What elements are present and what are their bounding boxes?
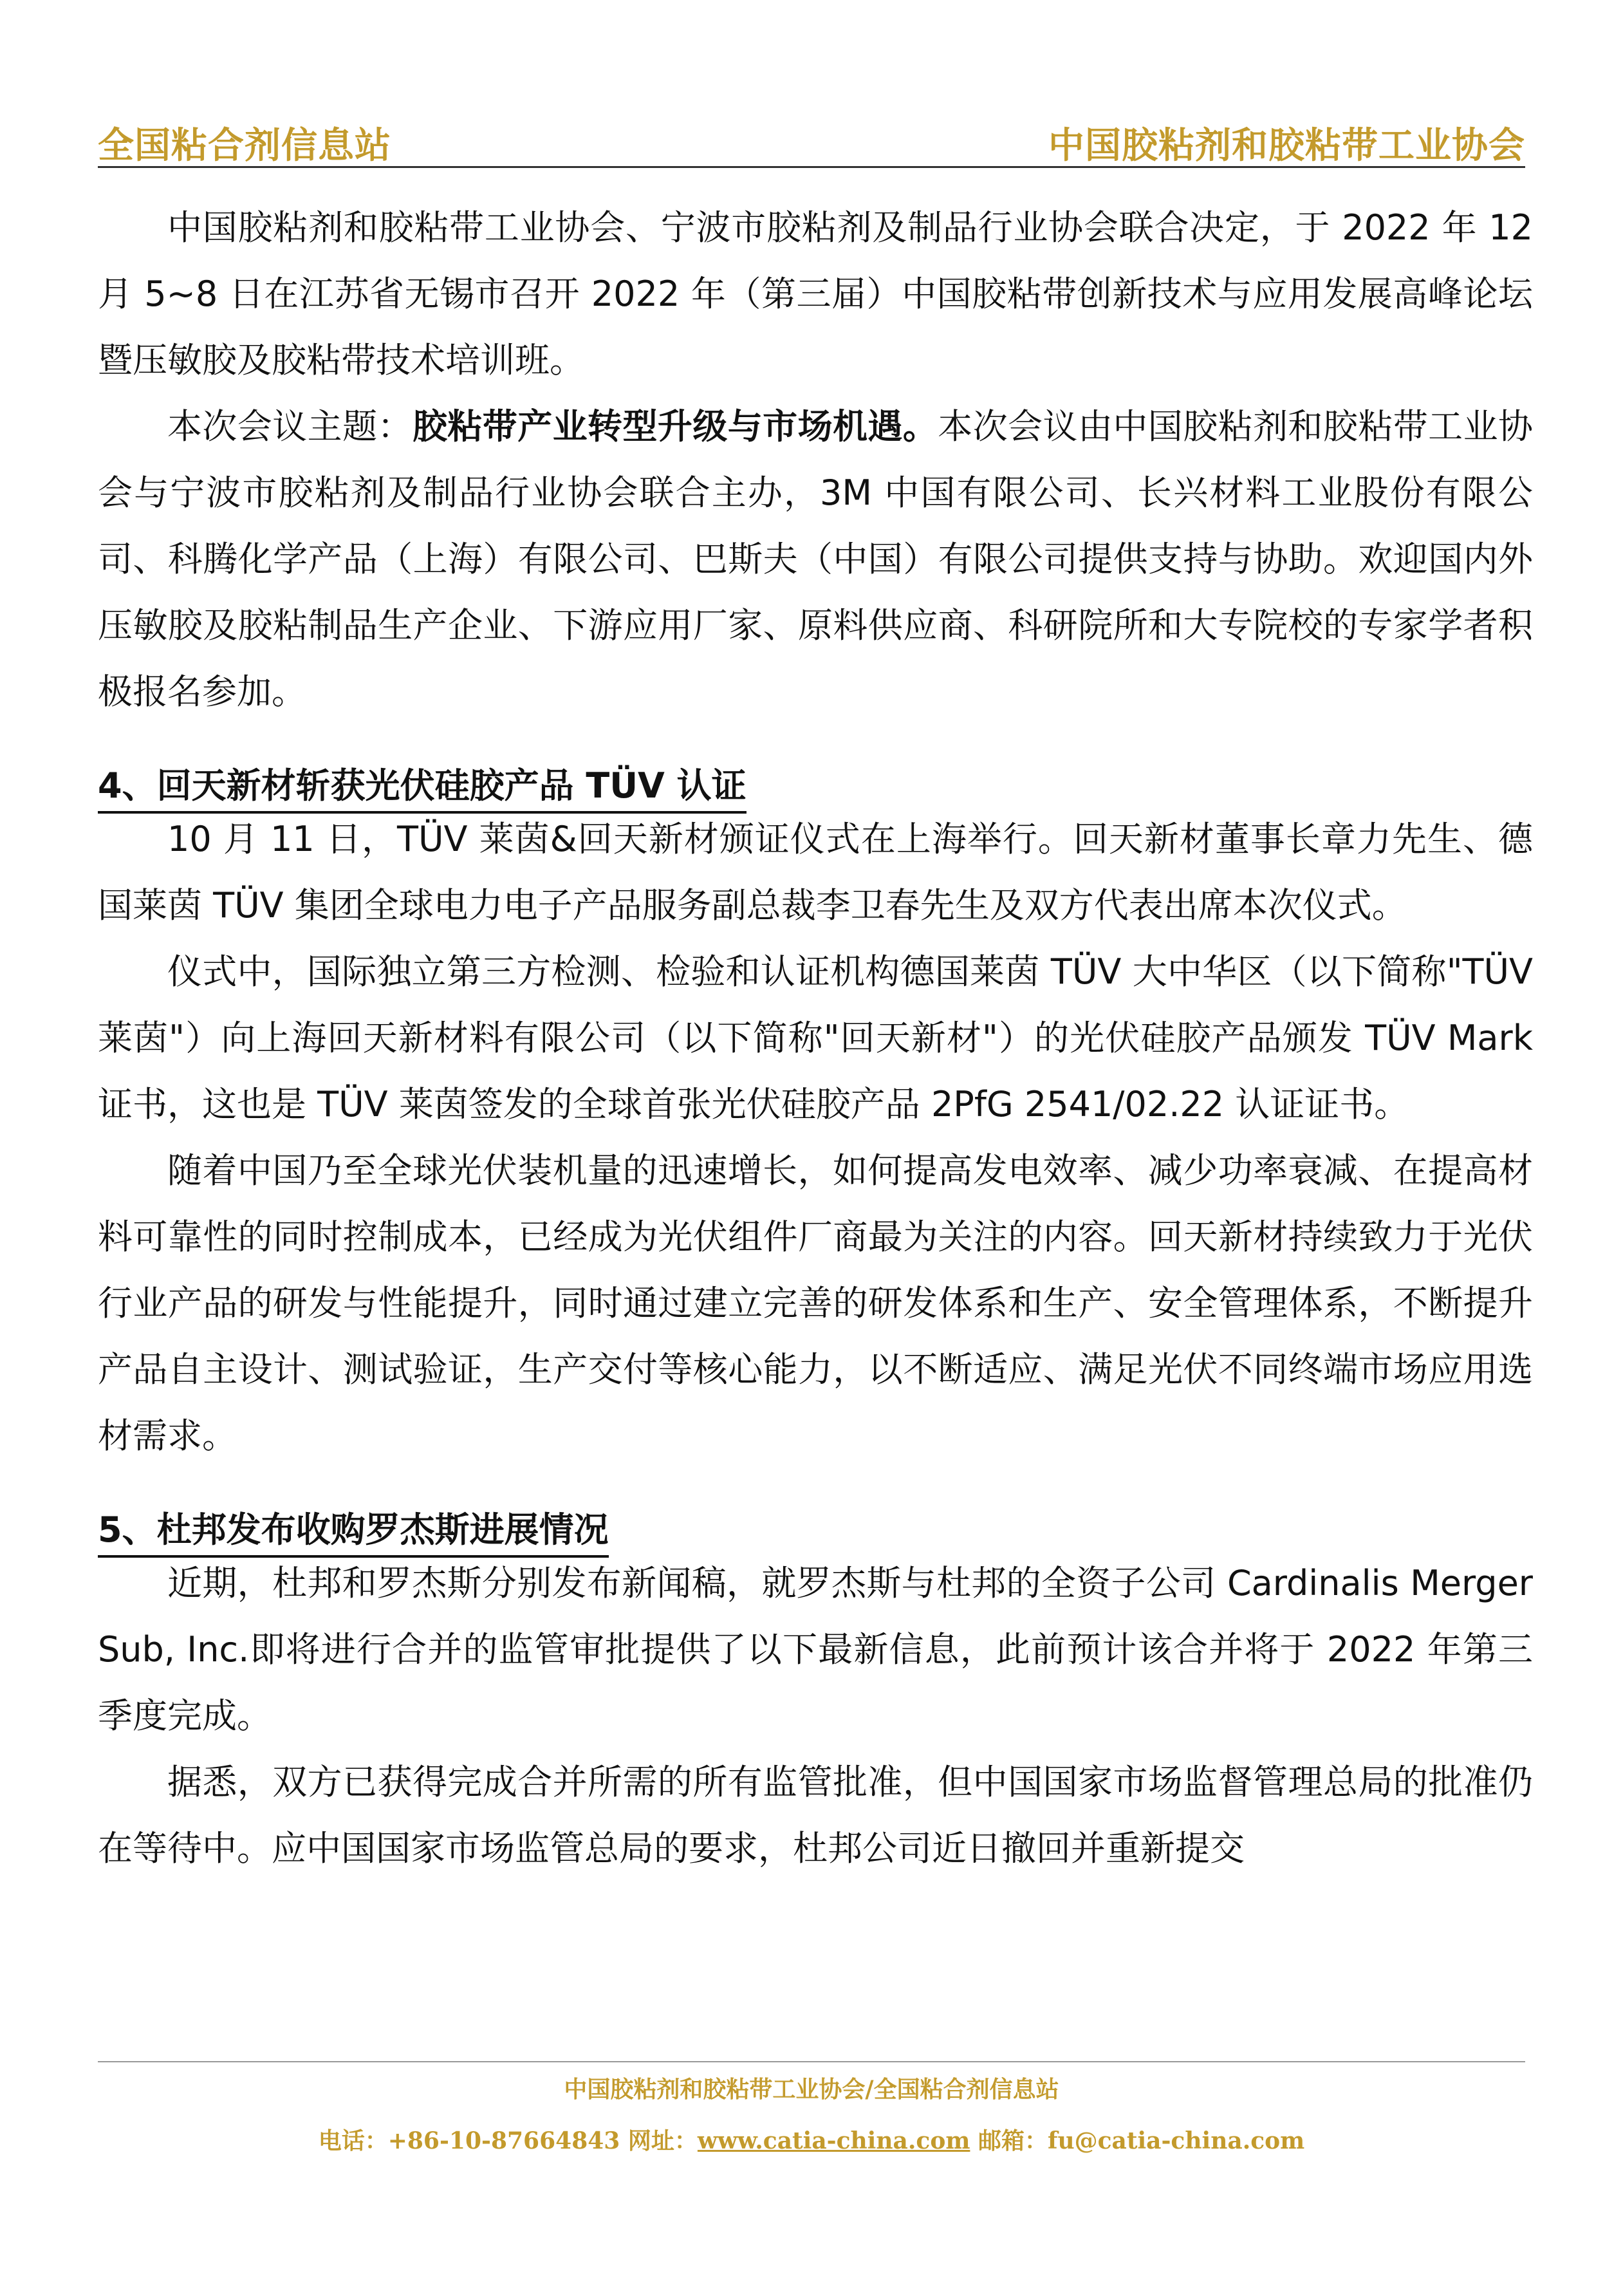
section-4-heading: 4、回天新材斩获光伏硅胶产品 TÜV 认证 xyxy=(98,749,747,814)
section-5-heading-wrap xyxy=(98,1478,1533,1550)
footer-phone: 电话：+86-10-87664843 网址： xyxy=(318,2127,698,2154)
theme-details: 本次会议由中国胶粘剂和胶粘带工业协会与宁波市胶粘剂及制品行业协会联合主办，3M 中国有限公司、长兴材料工业股份有限公司、科腾化学产品（上海）有限公司、巴斯夫（中国）有限公司提供支持与协助。欢迎国内外压敏胶及胶粘制品生产企业、下游应用厂家、原料供应商、科研院所和大专院校的专家学者积极报名参加。 xyxy=(98,406,1534,712)
footer-contact xyxy=(0,2123,1623,2156)
document-body xyxy=(98,194,1533,1881)
footer-divider xyxy=(98,2061,1525,2062)
footer-email: 邮箱：fu@catia-china.com xyxy=(970,2127,1305,2154)
page-header xyxy=(98,115,1525,168)
theme-prefix: 本次会议主题： xyxy=(167,406,413,447)
intro-paragraph: 中国胶粘剂和胶粘带工业协会、宁波市胶粘剂及制品行业协会联合决定，于 2022 年 12 月 5~8 日在江苏省无锡市召开 2022 年（第三届）中国胶粘带创新技术与应用发展高峰论坛暨压敏胶及胶粘带技术培训班。 xyxy=(98,207,1533,380)
section-5-paragraph-2: 据悉，双方已获得完成合并所需的所有监管批准，但中国国家市场监督管理总局的批准仍在等待中。应中国国家市场监管总局的要求，杜邦公司近日撤回并重新提交 xyxy=(98,1762,1533,1869)
section-4-paragraph-2: 仪式中，国际独立第三方检测、检验和认证机构德国莱茵 TÜV 大中华区（以下简称"TÜV 莱茵"）向上海回天新材料有限公司（以下简称"回天新材"）的光伏硅胶产品颁发 TÜV Mark 证书，这也是 TÜV 莱茵签发的全球首张光伏硅胶产品 2PfG 2541/02.22 认证证书。 xyxy=(98,951,1533,1125)
theme-title: 胶粘带产业转型升级与市场机遇。 xyxy=(412,406,938,447)
section-5-paragraph-1: 近期，杜邦和罗杰斯分别发布新闻稿，就罗杰斯与杜邦的全资子公司 Cardinalis Merger Sub, Inc.即将进行合并的监管审批提供了以下最新信息，此前预计该合并将于 2022 年第三季度完成。 xyxy=(98,1563,1533,1736)
footer-organization: 中国胶粘剂和胶粘带工业协会/全国粘合剂信息站 xyxy=(564,2076,1059,2103)
header-association-name: 中国胶粘剂和胶粘带工业协会 xyxy=(1048,125,1525,167)
section-4-heading-wrap xyxy=(98,734,1533,806)
section-5-heading: 5、杜邦发布收购罗杰斯进展情况 xyxy=(98,1493,609,1558)
header-site-name: 全国粘合剂信息站 xyxy=(98,125,391,167)
theme-paragraph xyxy=(98,393,1533,725)
section-4-paragraph-1: 10 月 11 日，TÜV 莱茵&回天新材颁证仪式在上海举行。回天新材董事长章力先生、德国莱茵 TÜV 集团全球电力电子产品服务副总裁李卫春先生及双方代表出席本次仪式。 xyxy=(98,819,1533,926)
section-4-paragraph-3: 随着中国乃至全球光伏装机量的迅速增长，如何提高发电效率、减少功率衰减、在提高材料可靠性的同时控制成本，已经成为光伏组件厂商最为关注的内容。回天新材持续致力于光伏行业产品的研发与性能提升，同时通过建立完善的研发体系和生产、安全管理体系，不断提升产品自主设计、测试验证，生产交付等核心能力，以不断适应、满足光伏不同终端市场应用选材需求。 xyxy=(98,1150,1533,1456)
footer-website-link[interactable]: www.catia-china.com xyxy=(697,2127,970,2154)
